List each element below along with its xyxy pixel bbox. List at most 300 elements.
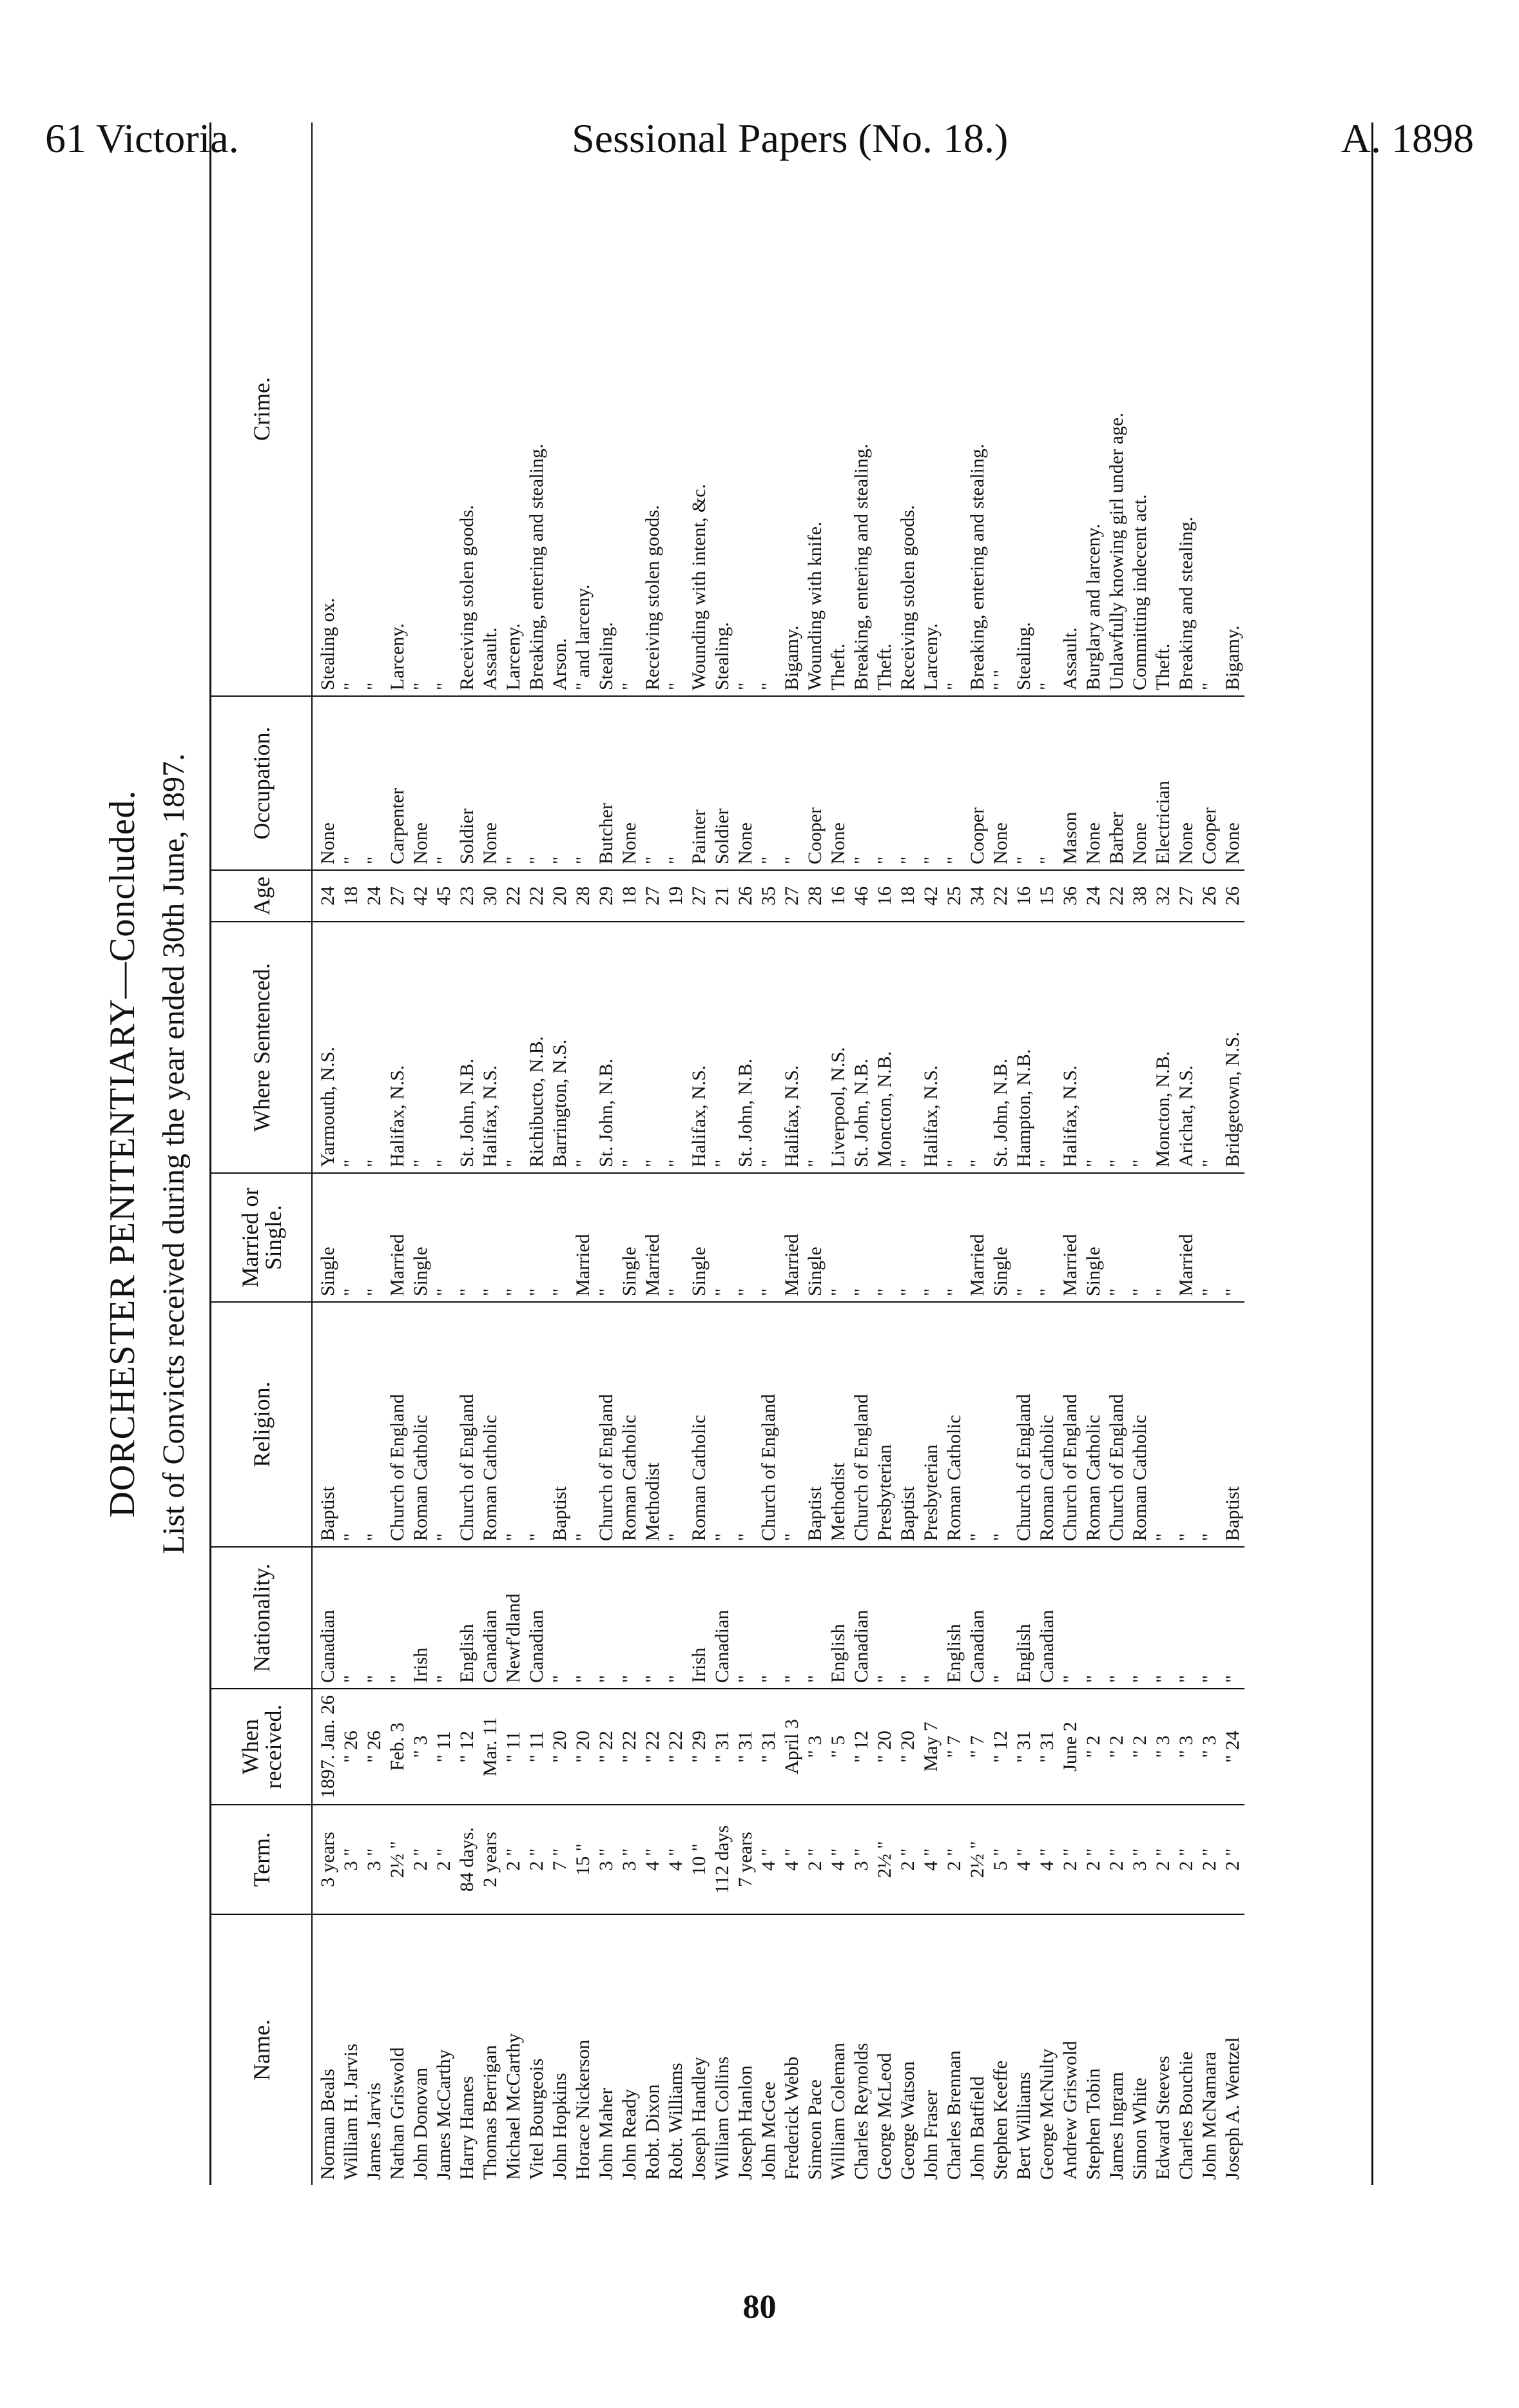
table-cell: " — [363, 1173, 386, 1302]
table-cell: " — [1198, 1547, 1221, 1689]
table-cell: 3 " — [1128, 1805, 1152, 1914]
table-cell: 2 " — [1059, 1805, 1082, 1914]
table-cell: Receiving stolen goods. — [897, 505, 918, 690]
table-cell: Halifax, N.S. — [688, 922, 711, 1173]
table-cell: " 31 — [1036, 1689, 1059, 1805]
table-cell: Moncton, N.B. — [1152, 922, 1175, 1173]
table-cell: 24 — [312, 870, 340, 922]
table-row — [664, 122, 688, 2185]
table-cell: Canadian — [479, 1547, 502, 1689]
table-cell: Roman Catholic — [479, 1302, 502, 1547]
table-cell: " — [920, 1173, 943, 1302]
table-cell: Breaking and stealing. — [1176, 516, 1197, 690]
table-cell: " — [989, 1547, 1012, 1689]
table-cell: Assault. — [1059, 627, 1081, 690]
table-cell: April 3 — [780, 1689, 804, 1805]
table-cell: Mar. 11 — [479, 1689, 502, 1805]
table-row — [827, 122, 850, 2185]
table-cell: 2 " — [804, 1805, 827, 1914]
table-row — [734, 122, 757, 2185]
table-cell: Theft. — [827, 643, 849, 690]
table-cell: " — [479, 1173, 502, 1302]
table-cell: 7 years — [734, 1805, 757, 1914]
table-row — [943, 122, 966, 2185]
table-cell: " — [340, 696, 363, 870]
table-cell: Church of England — [850, 1302, 873, 1547]
table-cell: Roman Catholic — [943, 1302, 966, 1547]
table-row — [1105, 122, 1128, 2185]
table-cell: Theft. — [1152, 643, 1174, 690]
table-cell: " — [1012, 696, 1036, 870]
table-cell: " — [873, 1173, 896, 1302]
table-cell: Roman Catholic — [688, 1302, 711, 1547]
table-cell: " 26 — [363, 1689, 386, 1805]
table-cell: 4 " — [641, 1805, 664, 1914]
table-cell: " — [711, 1173, 734, 1302]
table-cell: 3 " — [595, 1805, 618, 1914]
table-cell: Unlawfully knowing girl under age. — [1106, 413, 1127, 690]
table-cell: John McGee — [757, 1914, 780, 2185]
table-cell: " — [757, 696, 780, 870]
table-cell: " — [340, 1173, 363, 1302]
table-cell: Moncton, N.B. — [873, 922, 896, 1173]
table-cell: " 24 — [1221, 1689, 1244, 1805]
table-cell: Baptist — [804, 1302, 827, 1547]
table-cell: Roman Catholic — [1082, 1302, 1105, 1547]
table-cell: " — [850, 696, 873, 870]
page-number: 80 — [742, 2289, 777, 2325]
table-cell: " — [896, 922, 920, 1173]
table-cell: Breaking, entering and stealing. — [851, 443, 872, 690]
table-cell: Presbyterian — [920, 1302, 943, 1547]
table-cell: " — [943, 1173, 966, 1302]
table-cell: June 2 — [1059, 1689, 1082, 1805]
table-cell: 2½ " — [386, 1805, 409, 1914]
table-cell: Roman Catholic — [1036, 1302, 1059, 1547]
table-cell: " 2 — [1105, 1689, 1128, 1805]
table-cell: Hampton, N.B. — [1012, 922, 1036, 1173]
table-row — [920, 122, 943, 2185]
table-cell: 16 — [827, 870, 850, 922]
table-cell: 27 — [780, 870, 804, 922]
table-cell: Breaking, entering and stealing. — [526, 443, 547, 690]
table-cell: Church of England — [456, 1302, 479, 1547]
table-cell: " — [363, 682, 385, 690]
table-cell: " — [920, 696, 943, 870]
table-cell: Church of England — [757, 1302, 780, 1547]
table-cell: " — [548, 696, 572, 870]
table-cell: 2 " — [502, 1805, 525, 1914]
table-cell: 5 " — [989, 1805, 1012, 1914]
table-cell: " 3 — [1175, 1689, 1198, 1805]
table-cell: None — [1082, 696, 1105, 870]
table-cell: " — [1198, 1173, 1221, 1302]
table-cell: " — [432, 922, 456, 1173]
header-center: Sessional Papers (No. 18.) — [572, 115, 1009, 161]
table-cell: " — [664, 1302, 688, 1547]
table-cell: " — [432, 1547, 456, 1689]
table-cell: 19 — [664, 870, 688, 922]
table-cell: Stealing. — [711, 622, 733, 690]
table-cell: " — [502, 1302, 525, 1547]
table-cell: Larceny. — [387, 623, 408, 690]
table-cell: Feb. 3 — [386, 1689, 409, 1805]
table-cell: " 3 — [1198, 1689, 1221, 1805]
table-cell: Simon White — [1128, 1914, 1152, 2185]
table-row — [780, 122, 804, 2185]
rotated-table-block — [97, 122, 1386, 2185]
table-cell: Married — [966, 1173, 989, 1302]
table-cell: Norman Beals — [312, 1914, 340, 2185]
table-cell: " — [433, 682, 454, 690]
title-suffix: —Concluded. — [102, 790, 142, 999]
table-cell: Barber — [1105, 696, 1128, 870]
table-row — [595, 122, 618, 2185]
table-cell: 10 " — [688, 1805, 711, 1914]
table-cell: Stephen Keeffe — [989, 1914, 1012, 2185]
table-cell: Roman Catholic — [618, 1302, 641, 1547]
table-cell: None — [989, 696, 1012, 870]
table-cell: 22 — [502, 870, 525, 922]
table-cell: " — [1175, 1547, 1198, 1689]
table-row — [340, 122, 363, 2185]
table-cell: Presbyterian — [873, 1302, 896, 1547]
table-cell: 84 days. — [456, 1805, 479, 1914]
table-cell: 2 " — [1221, 1805, 1244, 1914]
table-cell: " — [572, 1302, 595, 1547]
table-cell: Electrician — [1152, 696, 1175, 870]
table-cell: " and larceny. — [572, 584, 594, 690]
table-cell: 23 — [456, 870, 479, 922]
table-cell: Edward Steeves — [1152, 1914, 1175, 2185]
table-cell: " — [340, 1547, 363, 1689]
table-cell: 2 " — [1152, 1805, 1175, 1914]
table-cell: English — [827, 1547, 850, 1689]
table-cell: Butcher — [595, 696, 618, 870]
table-cell: " 31 — [1012, 1689, 1036, 1805]
table-cell: " — [664, 1547, 688, 1689]
table-cell: " — [896, 1173, 920, 1302]
table-cell: 42 — [409, 870, 432, 922]
table-cell: None — [618, 696, 641, 870]
table-cell: " 29 — [688, 1689, 711, 1805]
table-cell: " — [595, 1173, 618, 1302]
table-cell: " — [363, 1547, 386, 1689]
table-cell: John Ready — [618, 1914, 641, 2185]
table-cell: Robt. Williams — [664, 1914, 688, 2185]
table-cell: Church of England — [1059, 1302, 1082, 1547]
table-cell: 20 — [548, 870, 572, 922]
table-cell: 2½ " — [873, 1805, 896, 1914]
table-cell: " — [920, 1547, 943, 1689]
table-cell: " — [734, 1302, 757, 1547]
table-row — [1082, 122, 1105, 2185]
table-cell: St. John, N.B. — [456, 922, 479, 1173]
table-cell: Bigamy. — [781, 625, 802, 690]
table-cell: " — [989, 1302, 1012, 1547]
document-subtitle: List of Convicts received during the year ended 30th June, 1897. — [157, 753, 191, 1555]
table-cell: " 7 — [943, 1689, 966, 1805]
table-cell: 3 " — [363, 1805, 386, 1914]
table-cell: " 2 — [1128, 1689, 1152, 1805]
table-row — [896, 122, 920, 2185]
table-cell: English — [456, 1547, 479, 1689]
table-cell: Newf'dland — [502, 1547, 525, 1689]
table-cell: 4 " — [780, 1805, 804, 1914]
table-cell: Richibucto, N.B. — [525, 922, 548, 1173]
table-cell: " — [1221, 1547, 1244, 1689]
table-cell: 32 — [1152, 870, 1175, 922]
table-cell: " 20 — [572, 1689, 595, 1805]
table-cell: " — [340, 1302, 363, 1547]
table-cell: 15 " — [572, 1805, 595, 1914]
table-cell: " — [943, 922, 966, 1173]
table-cell: 46 — [850, 870, 873, 922]
table-cell: " — [572, 696, 595, 870]
table-cell: " — [340, 682, 362, 690]
table-cell: " 5 — [827, 1689, 850, 1805]
table-cell: " — [1152, 1302, 1175, 1547]
table-cell: 2 " — [1082, 1805, 1105, 1914]
table-cell: " 22 — [618, 1689, 641, 1805]
table-cell: " — [664, 922, 688, 1173]
table-cell: Baptist — [548, 1302, 572, 1547]
table-cell: " — [572, 922, 595, 1173]
table-cell: " — [432, 696, 456, 870]
table-cell: " — [804, 1547, 827, 1689]
table-cell: 29 — [595, 870, 618, 922]
table-row — [456, 122, 479, 2185]
table-cell: 22 — [1105, 870, 1128, 922]
table-cell: 24 — [363, 870, 386, 922]
table-cell: Thomas Berrigan — [479, 1914, 502, 2185]
table-cell: 45 — [432, 870, 456, 922]
table-cell: Single — [618, 1173, 641, 1302]
table-cell: " — [525, 1302, 548, 1547]
table-cell: " 3 — [409, 1689, 432, 1805]
table-row — [502, 122, 525, 2185]
table-cell: Painter — [688, 696, 711, 870]
table-row — [850, 122, 873, 2185]
table-row — [363, 122, 386, 2185]
table-row — [641, 122, 664, 2185]
column-header: Religion. — [211, 1302, 312, 1547]
table-cell: Church of England — [386, 1302, 409, 1547]
table-cell: 35 — [757, 870, 780, 922]
table-cell: Wounding with knife. — [804, 521, 826, 690]
table-cell: English — [943, 1547, 966, 1689]
table-header-row — [211, 122, 312, 2185]
table-cell: St. John, N.B. — [989, 922, 1012, 1173]
table-cell: Committing indecent act. — [1129, 494, 1150, 690]
table-cell: Married — [641, 1173, 664, 1302]
table-cell: " — [1036, 696, 1059, 870]
table-row — [804, 122, 827, 2185]
table-cell: " — [1036, 1173, 1059, 1302]
table-row — [572, 122, 595, 2185]
table-cell: " — [548, 1173, 572, 1302]
table-cell: Arson. — [549, 638, 570, 690]
column-header: Nationality. — [211, 1547, 312, 1689]
table-row — [688, 122, 711, 2185]
table-row — [479, 122, 502, 2185]
table-cell: " — [1128, 1173, 1152, 1302]
column-header: Married or Single. — [211, 1173, 312, 1302]
table-cell: 27 — [1175, 870, 1198, 922]
table-cell: 2½ " — [966, 1805, 989, 1914]
table-cell: 3 " — [340, 1805, 363, 1914]
table-cell: 16 — [1012, 870, 1036, 922]
convicts-table — [211, 122, 1244, 2185]
column-header: When received. — [211, 1689, 312, 1805]
table-cell: 36 — [1059, 870, 1082, 922]
header-right: A. 1898 — [1340, 115, 1474, 161]
table-cell: None — [734, 696, 757, 870]
column-header: Age — [211, 870, 312, 922]
header-left: 61 Victoria. — [45, 115, 239, 161]
column-header: Crime. — [211, 122, 312, 696]
table-cell: John Hopkins — [548, 1914, 572, 2185]
table-cell: " 31 — [711, 1689, 734, 1805]
table-cell: 42 — [920, 870, 943, 922]
table-cell: " — [780, 696, 804, 870]
table-cell: " — [1036, 682, 1058, 690]
table-cell: " — [896, 696, 920, 870]
table-cell: Irish — [688, 1547, 711, 1689]
table-cell: " — [711, 922, 734, 1173]
table-cell: 27 — [641, 870, 664, 922]
table-cell: John McNamara — [1198, 1914, 1221, 2185]
table-cell: " — [1012, 1173, 1036, 1302]
table-cell: " — [1128, 922, 1152, 1173]
table-cell: 3 " — [618, 1805, 641, 1914]
table-cell: 18 — [618, 870, 641, 922]
table-cell: None — [479, 696, 502, 870]
table-cell: John Donovan — [409, 1914, 432, 2185]
table-cell: John Batfield — [966, 1914, 989, 2185]
table-cell: " — [619, 682, 640, 690]
table-cell: 25 — [943, 870, 966, 922]
table-cell: " — [943, 696, 966, 870]
table-cell: " — [525, 696, 548, 870]
table-cell: William Coleman — [827, 1914, 850, 2185]
table-cell: Methodist — [641, 1302, 664, 1547]
table-cell: Wounding with intent, &c. — [688, 483, 710, 690]
table-cell: Baptist — [1221, 1302, 1244, 1547]
table-cell: " — [432, 1173, 456, 1302]
table-cell: Methodist — [827, 1302, 850, 1547]
table-cell: Charles Bouchie — [1175, 1914, 1198, 2185]
table-cell: " — [432, 1302, 456, 1547]
table-cell: " 11 — [502, 1689, 525, 1805]
table-cell: 2 " — [1175, 1805, 1198, 1914]
table-cell: George McNulty — [1036, 1914, 1059, 2185]
table-cell: None — [1175, 696, 1198, 870]
table-cell: Arichat, N.S. — [1175, 922, 1198, 1173]
table-cell: " — [734, 1173, 757, 1302]
table-cell: " 3 — [804, 1689, 827, 1805]
table-row — [873, 122, 896, 2185]
table-cell: " 20 — [873, 1689, 896, 1805]
table-cell: " — [572, 1547, 595, 1689]
table-cell: Halifax, N.S. — [479, 922, 502, 1173]
table-cell: Soldier — [456, 696, 479, 870]
table-cell: " — [966, 922, 989, 1173]
table-cell: Single — [688, 1173, 711, 1302]
table-cell: " — [340, 922, 363, 1173]
table-cell: Cooper — [1198, 696, 1221, 870]
table-cell: None — [1128, 696, 1152, 870]
table-cell: Roman Catholic — [409, 1302, 432, 1547]
table-cell: Theft. — [874, 643, 895, 690]
table-cell: Vitel Bourgeois — [525, 1914, 548, 2185]
table-cell: Soldier — [711, 696, 734, 870]
table-cell: 2 " — [409, 1805, 432, 1914]
table-cell: " — [1152, 1173, 1175, 1302]
table-cell: " 3 — [1152, 1689, 1175, 1805]
table-cell: 28 — [804, 870, 827, 922]
table-cell: Michael McCarthy — [502, 1914, 525, 2185]
table-cell: 7 " — [548, 1805, 572, 1914]
table-cell: " 20 — [548, 1689, 572, 1805]
table-cell: " — [1036, 922, 1059, 1173]
table-cell: Assault. — [479, 627, 501, 690]
table-cell: 2 years — [479, 1805, 502, 1914]
table-cell: Married — [1175, 1173, 1198, 1302]
table-cell: " 12 — [456, 1689, 479, 1805]
table-cell: William Collins — [711, 1914, 734, 2185]
table-cell: 34 — [966, 870, 989, 922]
table-cell: " — [1105, 1547, 1128, 1689]
table-cell: Single — [804, 1173, 827, 1302]
table-cell: 24 — [1082, 870, 1105, 922]
table-cell: 4 " — [920, 1805, 943, 1914]
table-cell: None — [827, 696, 850, 870]
table-cell: John Fraser — [920, 1914, 943, 2185]
table-cell: Joseph A. Wentzel — [1221, 1914, 1244, 2185]
table-cell: Burglary and larceny. — [1083, 523, 1104, 690]
table-row — [1036, 122, 1059, 2185]
table-cell: " — [363, 1302, 386, 1547]
table-cell: Church of England — [1105, 1302, 1128, 1547]
title-text: DORCHESTER PENITENTIARY — [102, 998, 142, 1518]
table-cell: " — [502, 1173, 525, 1302]
table-cell: " — [363, 922, 386, 1173]
table-cell: Baptist — [312, 1302, 340, 1547]
table-cell: 4 " — [664, 1805, 688, 1914]
table-cell: " 12 — [850, 1689, 873, 1805]
table-cell: " 11 — [432, 1689, 456, 1805]
table-cell: " — [1198, 922, 1221, 1173]
table-row — [711, 122, 734, 2185]
table-cell: Single — [409, 1173, 432, 1302]
table-cell: Baptist — [896, 1302, 920, 1547]
table-cell: " — [711, 1302, 734, 1547]
table-cell: " — [735, 682, 756, 690]
table-cell: " — [456, 1173, 479, 1302]
table-cell: Bert Williams — [1012, 1914, 1036, 2185]
table-row — [525, 122, 548, 2185]
table-cell: Single — [1082, 1173, 1105, 1302]
table-cell: " — [943, 682, 965, 690]
table-cell: " — [1082, 922, 1105, 1173]
table-cell: " — [641, 696, 664, 870]
table-row — [1221, 122, 1244, 2185]
table-row — [1175, 122, 1198, 2185]
table-cell: 3 " — [850, 1805, 873, 1914]
table-cell: Breaking, entering and stealing. — [967, 443, 988, 690]
table-cell: " — [664, 1173, 688, 1302]
